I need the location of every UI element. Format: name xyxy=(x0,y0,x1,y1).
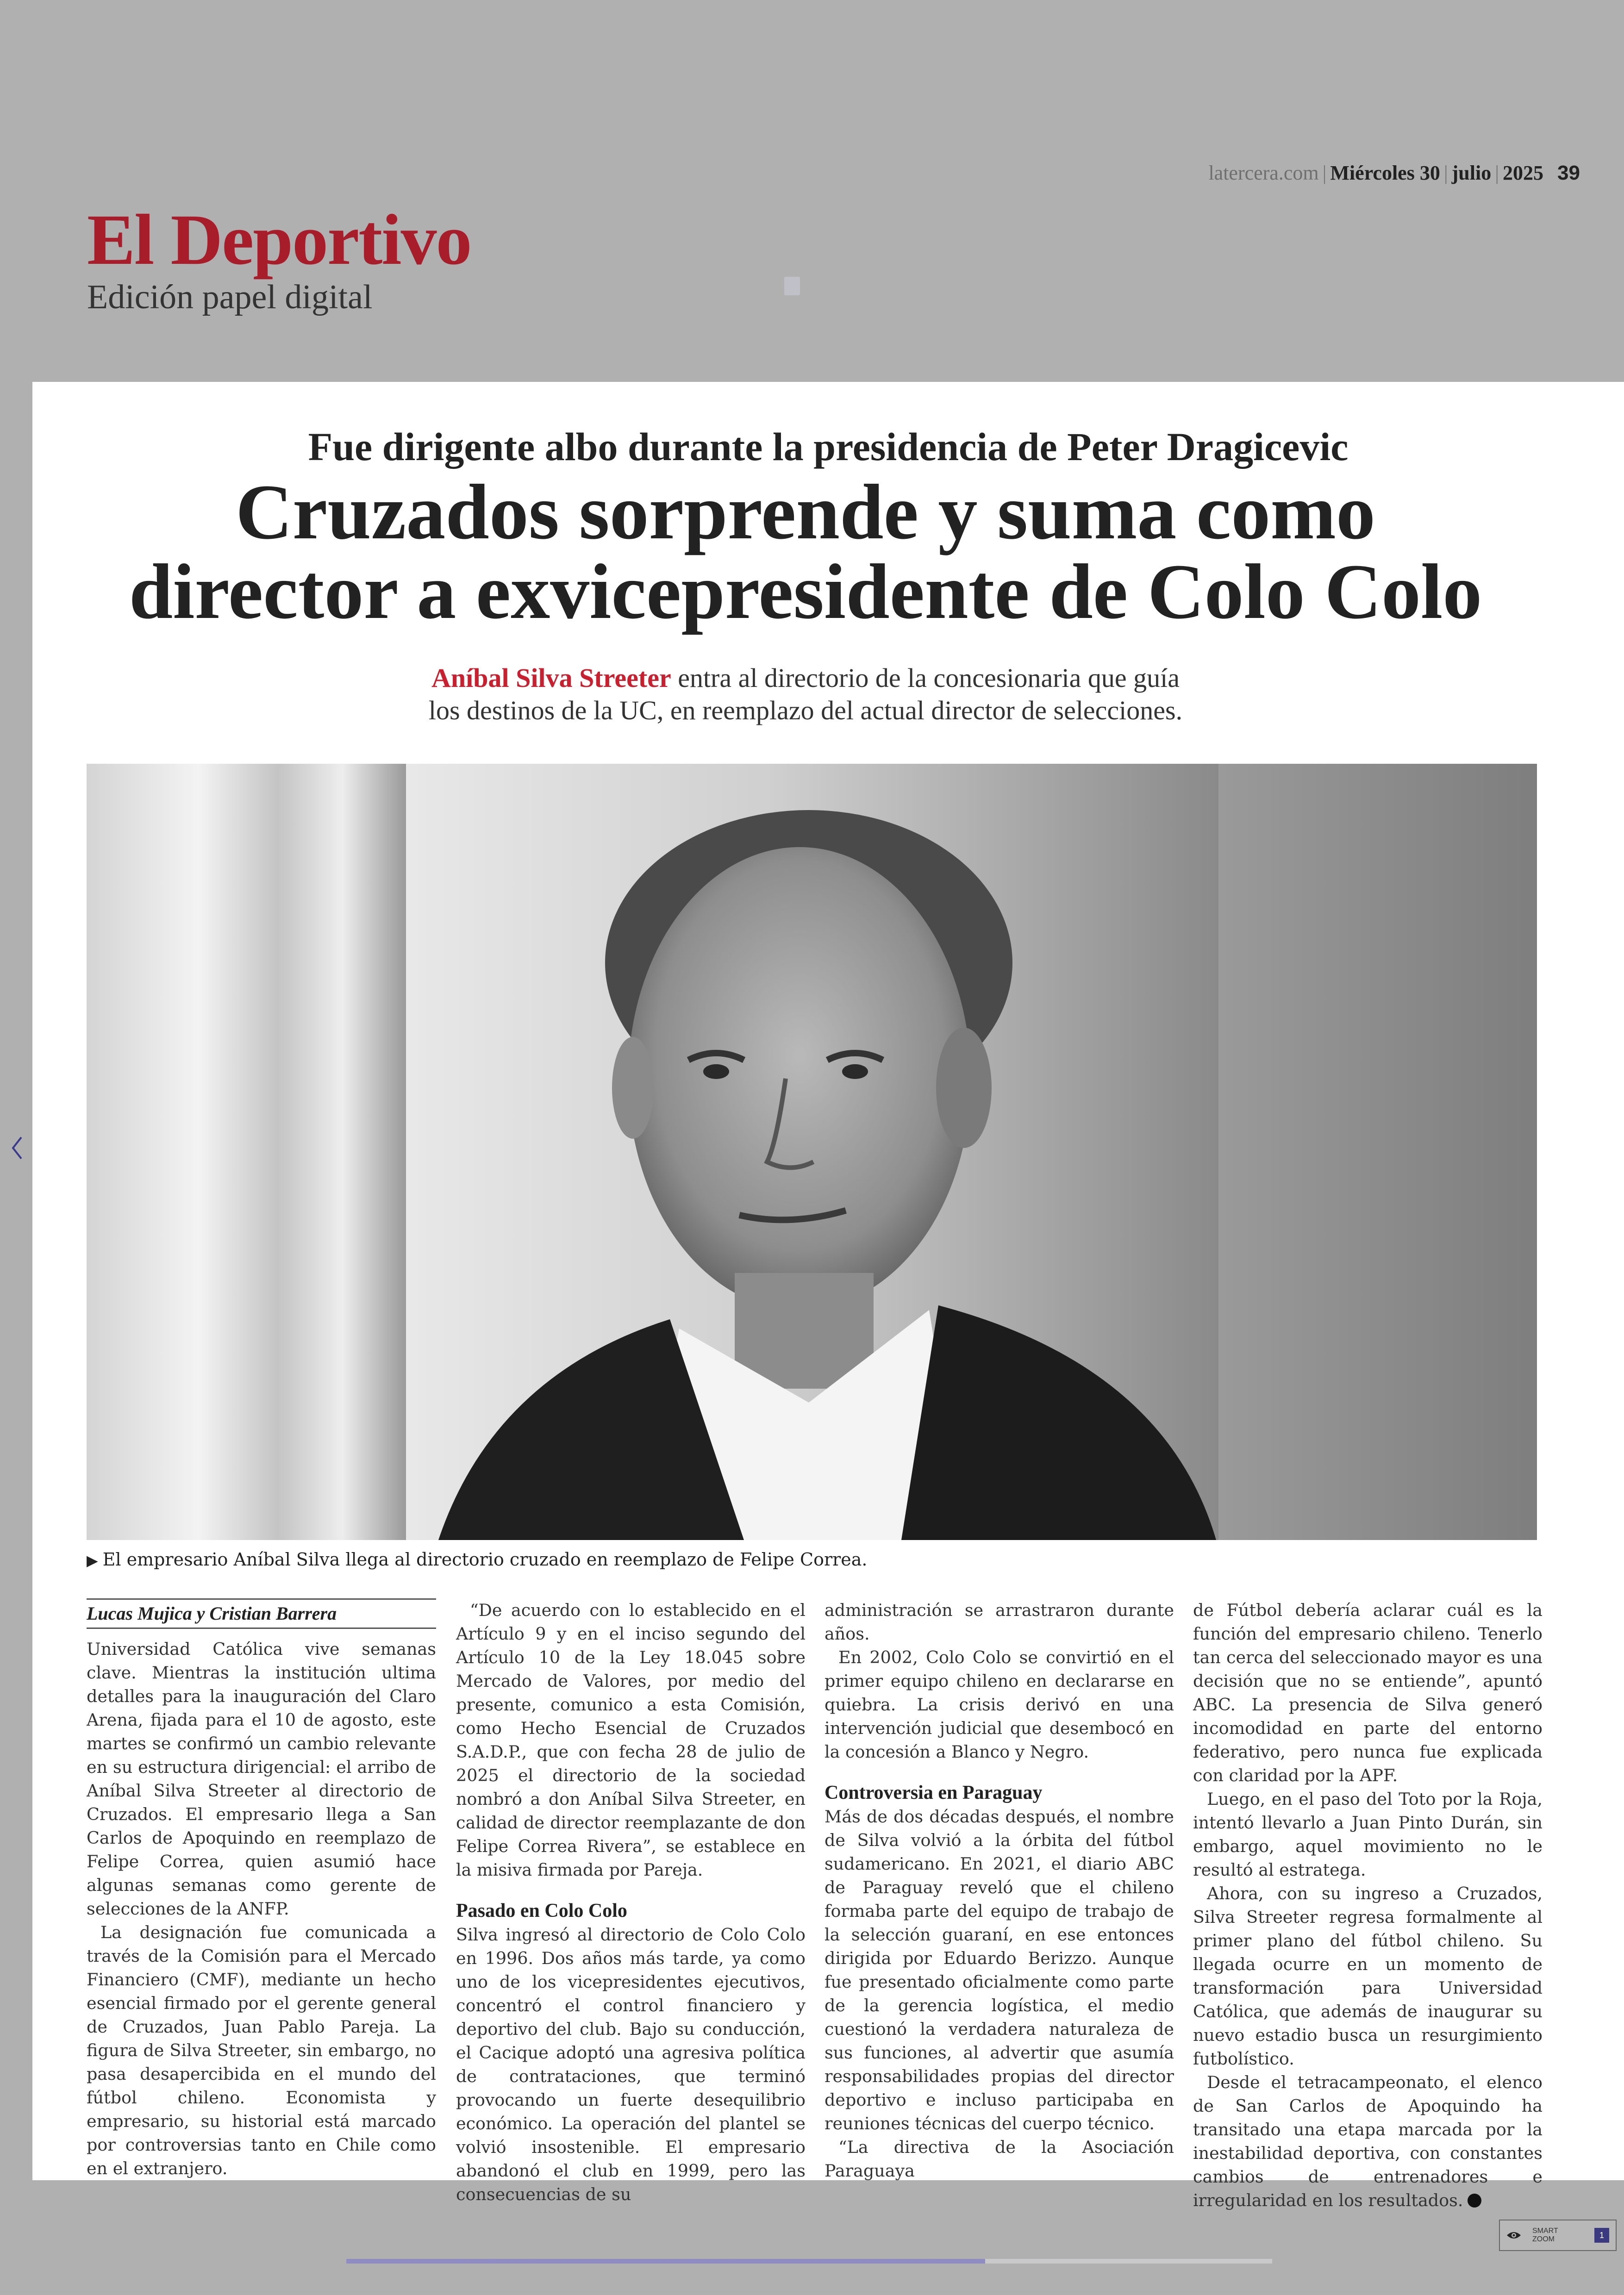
smart-zoom-label xyxy=(1532,2227,1583,2244)
article-column-4 xyxy=(1193,1598,1543,2212)
eye-icon xyxy=(1506,2231,1521,2240)
photo-caption xyxy=(87,1549,868,1570)
issue-month: julio xyxy=(1451,162,1492,184)
smart-zoom-label-2: ZOOM xyxy=(1532,2235,1555,2243)
article-kicker: Fue dirigente albo durante la presidencia de Peter Dragicevic xyxy=(308,424,1349,469)
smart-zoom-label-1: SMART xyxy=(1532,2227,1558,2235)
reading-progress-bar[interactable] xyxy=(346,2259,1272,2264)
site-name: latercera.com xyxy=(1208,162,1319,184)
caption-triangle-icon: ▶ xyxy=(87,1552,98,1569)
paragraph: “De acuerdo con lo establecido en el Artículo 9 y en el inciso segundo del Artículo 10 de la Ley 18.045 sobre Mercado de Valores, por medio del presente, comunico a esta Comisión, como Hecho Esencial de Cruzados S.A.D.P., que con fecha 28 de julio de 2025 el directorio de la sociedad nombró a don Aníbal Silva Streeter, en calidad de director reemplazante de don Felipe Correa Rivera”, se establece en la misiva firmada por Pareja. xyxy=(456,1600,806,1880)
paragraph: Universidad Católica vive semanas clave. Mientras la institución ultima detalles para la inauguración del Claro Arena, fijada para el 10 de agosto, este martes se confirmó un cambio relevante en su estructura dirigencial: el arribo de Aníbal Silva Streeter al directorio de Cruzados. El empresario llega a San Carlos de Apoquindo en reemplazo de Felipe Correa, quien asumió hace algunas semanas como gerente de selecciones de la ANFP. xyxy=(87,1639,436,1919)
deck-highlight: Aníbal Silva Streeter xyxy=(431,663,671,693)
paragraph: de Fútbol debería aclarar cuál es la función del empresario chileno. Tenerlo tan cerca del seleccionado mayor es una decisión que no se entiende”, apuntó ABC. La presencia de Silva generó incomodidad en parte del entorno federativo, pero nunca fue explicada con claridad por la APF. xyxy=(1193,1600,1543,1785)
previous-page-button[interactable] xyxy=(6,1129,29,1166)
page-number: 39 xyxy=(1557,162,1580,184)
brand-title: El Deportivo xyxy=(87,200,471,280)
headline-line-2: director a exvicepresidente de Colo Colo xyxy=(129,548,1482,635)
publication-brand xyxy=(87,200,471,316)
newspaper-page[interactable] xyxy=(32,382,1624,2210)
issue-date-line: latercera.com | Miércoles 30 | julio | 2025 39 xyxy=(1208,162,1580,184)
issue-day: Miércoles 30 xyxy=(1330,162,1440,184)
smart-zoom-badge: 1 xyxy=(1594,2228,1609,2243)
article-photo xyxy=(87,764,1537,1540)
paragraph: La designación fue comunicada a través de la Comisión para el Mercado Financiero (CMF), mediante un hecho esencial firmado por el gerente general de Cruzados, Juan Pablo Pareja. La figura de Silva Streeter, sin embargo, no pasa desapercibida en el mundo del fútbol chileno. Economista y empresario, su historial está marcado por controversias tanto en Chile como en el extranjero. xyxy=(87,1922,436,2178)
byline: Lucas Mujica y Cristian Barrera xyxy=(87,1598,436,1629)
headline-line-1: Cruzados sorprende y suma como xyxy=(236,468,1375,555)
reading-progress-fill xyxy=(346,2259,985,2264)
deck-line-1: entra al directorio de la concesionaria que guía xyxy=(671,663,1180,693)
paragraph: Ahora, con su ingreso a Cruzados, Silva Streeter regresa formalmente al primer plano del fútbol chileno. Su llegada ocurre en un momento de transformación para Universidad Católica, que además de inaugurar su nuevo estadio busca un resurgimiento futbolístico. xyxy=(1193,1883,1543,2069)
subheading-paraguay: Controversia en Paraguay xyxy=(824,1782,1043,1803)
paragraph: En 2002, Colo Colo se convirtió en el primer equipo chileno en declararse en quiebra. La crisis derivó en una intervención judicial que desembocó en la concesión a Blanco y Negro. xyxy=(824,1647,1174,1762)
deck-line-2: los destinos de la UC, en reemplazo del actual director de selecciones. xyxy=(428,695,1183,725)
end-of-article-icon xyxy=(1468,2194,1481,2208)
caption-text: El empresario Aníbal Silva llega al directorio cruzado en reemplazo de Felipe Correa. xyxy=(102,1549,868,1570)
article-deck xyxy=(32,662,1579,727)
article-column-3 xyxy=(824,1598,1174,2183)
toolbar-handle[interactable] xyxy=(784,277,800,295)
smart-zoom-toggle[interactable] xyxy=(1499,2220,1617,2251)
subheading-colo-colo: Pasado en Colo Colo xyxy=(456,1900,627,1921)
paragraph: Más de dos décadas después, el nombre de Silva volvió a la órbita del fútbol sudamericano. En 2021, el diario ABC de Paraguay reveló que el chileno formaba parte del equipo de trabajo de la selección guaraní, en ese entonces dirigida por Eduardo Berizzo. Aunque fue presentado oficialmente como parte de la gerencia logística, el medio cuestionó la verdadera naturaleza de sus funciones, al advertir que asumía responsabilidades propias del director deportivo e incluso participaba en reuniones técnicas del cuerpo técnico. xyxy=(824,1807,1174,2133)
article-column-1 xyxy=(87,1598,436,2180)
paragraph: Luego, en el paso del Toto por la Roja, intentó llevarlo a Juan Pinto Durán, sin embargo, aquel movimiento no le resultó al estratega. xyxy=(1193,1789,1543,1880)
paragraph: administración se arrastraron durante años. xyxy=(824,1600,1174,1644)
article-headline xyxy=(32,468,1579,635)
paragraph xyxy=(1193,2070,1543,2212)
brand-subtitle: Edición papel digital xyxy=(87,278,373,316)
paragraph-text: Desde el tetracampeonato, el elenco de San Carlos de Apoquindo ha transitado una etapa marcada por la inestabilidad deportiva, con constantes cambios de entrenadores e irregularidad en los resultados. xyxy=(1193,2072,1543,2210)
chevron-left-icon xyxy=(10,1135,24,1160)
paragraph: “La directiva de la Asociación Paraguaya xyxy=(824,2137,1174,2181)
issue-year: 2025 xyxy=(1503,162,1544,184)
article-column-2 xyxy=(456,1598,806,2206)
paragraph: Silva ingresó al directorio de Colo Colo en 1996. Dos años más tarde, ya como uno de los vicepresidentes ejecutivos, concentró el control financiero y deportivo del club. Bajo su conducción, el Cacique adoptó una agresiva política de contrataciones, que terminó provocando un fuerte desequilibrio económico. La operación del plantel se volvió insostenible. El empresario abandonó el club en 1999, pero las consecuencias de su xyxy=(456,1925,806,2204)
